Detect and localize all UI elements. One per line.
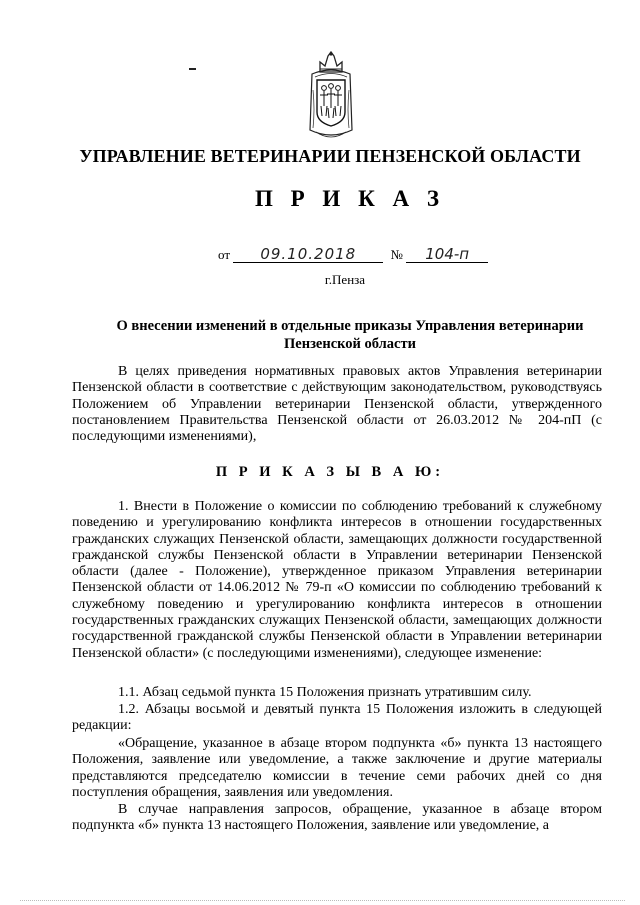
item-1-1-paragraph: 1.1. Абзац седьмой пункта 15 Положения признать утратившим силу.	[118, 685, 532, 700]
continuation-paragraph: В случае направления запросов, обращение, указанное в абзаце втором подпункта «б» пункта 13 настоящего Положения, заявление или уведомление, а	[72, 802, 602, 834]
quoted-paragraph: «Обращение, указанное в абзаце втором подпункта «б» пункта 13 настоящего Положения, заявление или уведомление, а также заключение и другие материалы представляются председателю комиссии в течение семи рабочих дней со дня поступления обращения, заявления или уведомления.	[72, 736, 602, 800]
date-label: от	[218, 247, 231, 262]
preamble-paragraph: В целях приведения нормативных правовых актов Управления ветеринарии Пензенской области в соответствие с действующим законодательством, руководствуясь Положением об Управлении ветеринарии Пензенской области, утвержденного постановлением Правительства Пензенской области от 26.03.2012 № 204-пП (с последующими изменениями),	[72, 364, 602, 445]
item-1-paragraph: 1. Внести в Положение о комиссии по соблюдению требований к служебному поведению и урегулированию конфликта интересов в отношении государственных гражданских служащих Пензенской области, замещающих должности государственной гражданской службы Пензенской области в Управлении ветеринарии Пензенской области (далее - Положение), утвержденное приказом Управления ветеринарии Пензенской области от 14.06.2012 № 79-п «О комиссии по соблюдению требований к служебному поведению и урегулированию конфликта интересов в отношении государственных гражданских служащих Пензенской области, замещающих должности государственной гражданской службы Пензенской области в Управлении ветеринарии Пензенской области» (с последующими изменениями), следующее изменение:	[72, 499, 602, 661]
document-type-heading: П Р И К А З	[254, 186, 445, 211]
order-command-heading: П Р И К А З Ы В А Ю:	[215, 464, 445, 480]
handwritten-number: 104-п	[406, 246, 488, 263]
subject-heading: О внесении изменений в отдельные приказы Управления ветеринарии Пензенской области	[116, 318, 584, 352]
scan-edge	[20, 900, 625, 902]
item-1-2-paragraph: 1.2. Абзацы восьмой и девятый пункта 15 Положения изложить в следующей редакции:	[72, 702, 602, 734]
city-line: г.Пенза	[324, 272, 366, 287]
organization-title: УПРАВЛЕНИЕ ВЕТЕРИНАРИИ ПЕНЗЕНСКОЙ ОБЛАСТИ	[79, 146, 581, 166]
stray-mark	[189, 68, 196, 70]
date-number-line	[218, 246, 488, 263]
handwritten-date: 09.10.2018	[233, 246, 383, 263]
number-label: №	[390, 247, 403, 262]
coat-of-arms-icon	[306, 50, 356, 146]
